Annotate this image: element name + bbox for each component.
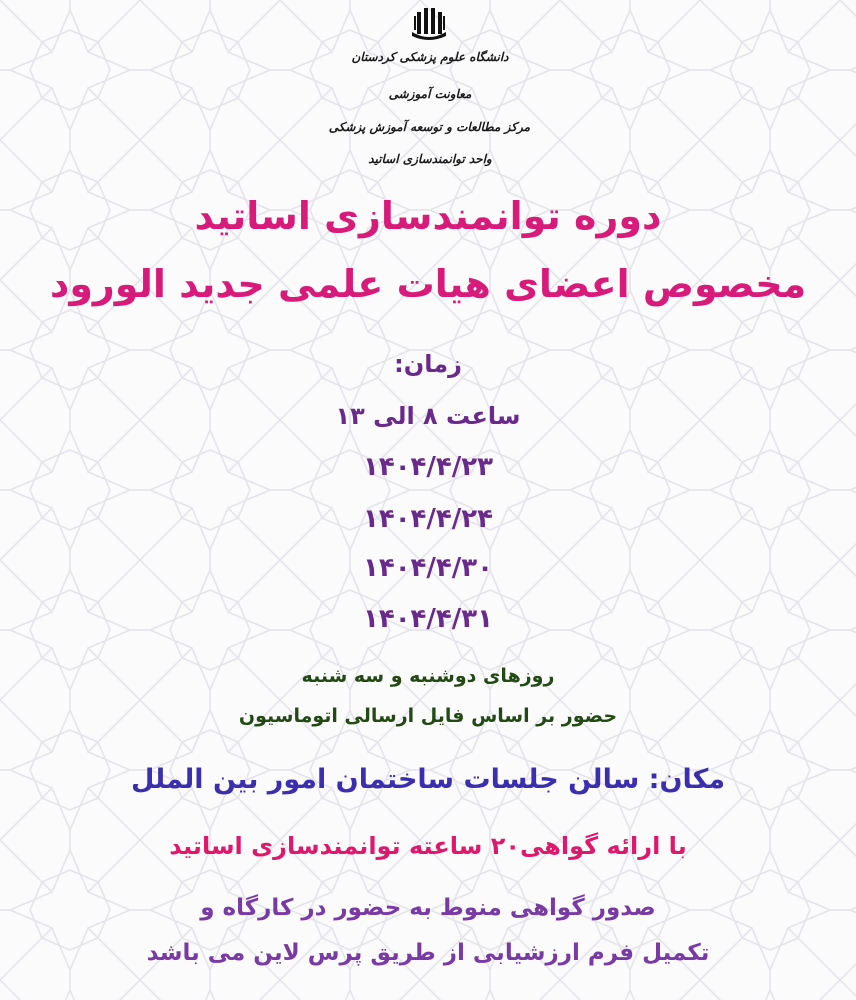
date-item: ۱۴۰۴/۴/۳۱ (362, 604, 494, 634)
header-unit: واحد توانمندسازی اساتید (368, 152, 492, 166)
date-item: ۱۴۰۴/۴/۳۰ (362, 553, 494, 583)
place-text: مکان: سالن جلسات ساختمان امور بین الملل (130, 764, 726, 795)
certificate-text: با ارائه گواهی۲۰ ساعته توانمندسازی اساتید (169, 832, 687, 860)
title-line-2: مخصوص اعضای هیات علمی جدید الورود (49, 262, 807, 306)
header-university: دانشگاه علوم پزشکی کردستان (351, 50, 509, 64)
time-label: زمان: (394, 350, 462, 378)
attendance-text: حضور بر اساس فایل ارسالی اتوماسیون (238, 705, 618, 727)
header-deputy: معاونت آموزشی (388, 87, 472, 101)
university-emblem-icon (408, 6, 450, 40)
title-line-1: دوره توانمندسازی اساتید (194, 194, 662, 238)
header-center: مرکز مطالعات و توسعه آموزش پزشکی (328, 120, 530, 134)
note-line-1: صدور گواهی منوط به حضور در کارگاه و (200, 895, 656, 921)
date-item: ۱۴۰۴/۴/۲۳ (362, 452, 494, 482)
days-text: روزهای دوشنبه و سه شنبه (301, 665, 555, 687)
note-line-2: تکمیل فرم ارزشیابی از طریق پرس لاین می باشد (146, 940, 710, 966)
time-hours: ساعت ۸ الی ۱۳ (335, 402, 521, 430)
date-item: ۱۴۰۴/۴/۲۴ (362, 504, 494, 534)
